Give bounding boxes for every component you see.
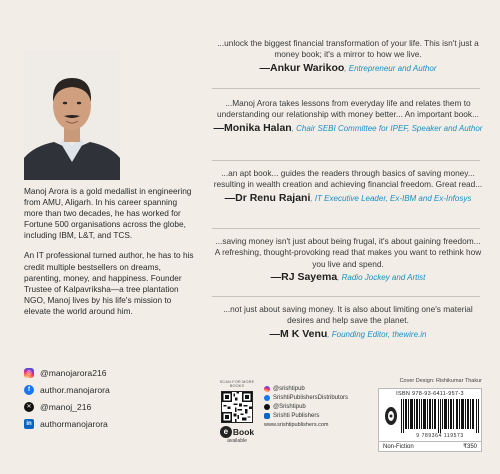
quote-author-role: , Radio Jockey and Artist [337,273,426,283]
instagram-icon [264,386,270,392]
social-label: SrishtiPublishersDistributors [273,394,349,401]
x-icon [264,404,270,410]
social-label: @Srishtipub [273,403,306,410]
quote-text: ...unlock the biggest financial transformation of your life. This isn't just a money book; it's a mirror to how we live. [217,38,479,60]
quote-text: ...Manoj Arora takes lessons from everyday life and relates them to understanding our relationship with money better... An important book... [217,98,479,120]
publisher-logo [382,399,400,433]
social-label: Srishti Publishers [273,412,320,419]
author-social-instagram[interactable] [24,364,199,381]
publisher-footer [212,372,482,462]
quote-author: —RJ Sayema [270,271,338,284]
author-photo [24,50,120,180]
ebook-label: Book [232,426,255,437]
author-social-linkedin[interactable] [24,415,199,432]
quote-block [212,168,484,204]
quote-author-role: , Founding Editor, thewire.in [327,329,427,339]
author-social-facebook[interactable] [24,381,199,398]
quote-author-role: , Entrepreneur and Author [344,63,437,73]
quote-author: —Ankur Warikoo [259,61,345,74]
bio-paragraph: Manoj Arora is a gold medallist in engineering from AMU, Aligarh. In his career spanning more than two decades, he has worked for Fortune 500 organisations across the globe, including IBM, L&T, and TCS. [24,186,192,241]
quote-author: —M K Venu [269,327,328,340]
ebook-badge [218,426,256,438]
social-label: author.manojarora [40,384,110,395]
quote-divider [212,228,480,229]
x-icon: ✕ [24,402,34,412]
isbn-label: ISBN 978-93-6411-957-3 [396,391,464,397]
publisher-socials [264,384,374,428]
bio-paragraph: An IT professional turned author, he has to his credit multiple bestsellers on dreams, parenting, money, and happiness. Founder Trustee of Kalpavriksha—a tree plantation NGO, Manoj lives by his life's mission to elevate the world around him. [24,250,194,316]
linkedin-icon [264,413,270,419]
book-price: ₹350 [463,444,477,450]
qr-caption: SCAN FOR MORE BOOKS [219,380,255,389]
barcode-footer [379,441,481,451]
quote-attribution [212,272,484,283]
social-label: @srishtipub [273,385,305,392]
publisher-website[interactable]: www.srishtipublishers.com [264,422,329,428]
facebook-icon: f [24,385,34,395]
quote-author-role: , Chair SEBI Committee for IPEF, Speaker and Author [291,123,483,133]
barcode-digits: 9 789364 119573 [416,433,464,439]
facebook-icon [264,395,270,401]
quote-attribution [212,329,484,340]
author-social-x[interactable] [24,398,199,415]
quote-attribution [212,123,484,134]
social-label: @manoj_216 [40,401,92,412]
publisher-social-linkedin[interactable] [264,411,374,420]
social-label: authormanojarora [40,418,108,429]
author-bio [24,186,198,326]
social-label: @manojarora216 [40,367,107,378]
quote-author-role: , IT Executive Leader, Ex-IBM and Ex-Infosys [310,193,472,203]
isbn-barcode [378,388,482,452]
quote-text: ...an apt book... guides the readers through basics of saving money... resulting in wealth creation and achieving financial freedom. Great read... [213,168,483,190]
quote-block [212,236,484,284]
publisher-social-x[interactable] [264,402,374,411]
quote-attribution [212,193,484,204]
book-category: Non-Fiction [383,443,414,450]
author-socials [24,364,199,432]
barcode [401,399,479,433]
qr-code[interactable] [221,391,253,423]
quote-author: —Monika Halan [213,121,292,134]
cover-design-credit: Cover Design: Rishikumar Thakur [399,378,482,384]
linkedin-icon: in [24,419,34,429]
ebook-sublabel: available [227,437,247,444]
quote-text: ...saving money isn't just about being frugal, it's about gaining freedom... A refreshing, thought-provoking read that makes you want to rethink how you live and spend. [214,236,482,269]
publisher-social-facebook[interactable] [264,393,374,402]
qr-block [218,380,256,444]
ebook-icon: e [220,426,232,438]
quote-divider [212,160,480,161]
quote-block [212,304,484,340]
quote-divider [212,88,480,89]
quote-divider [212,296,480,297]
quote-attribution [212,63,484,74]
quote-block [212,38,484,74]
instagram-icon: ◎ [24,368,34,378]
publisher-social-instagram[interactable] [264,384,374,393]
quote-block [212,98,484,134]
quote-author: —Dr Renu Rajani [224,191,311,204]
quote-text: ...not just about saving money. It is also about limiting one's material desires and help save the planet. [223,304,473,326]
